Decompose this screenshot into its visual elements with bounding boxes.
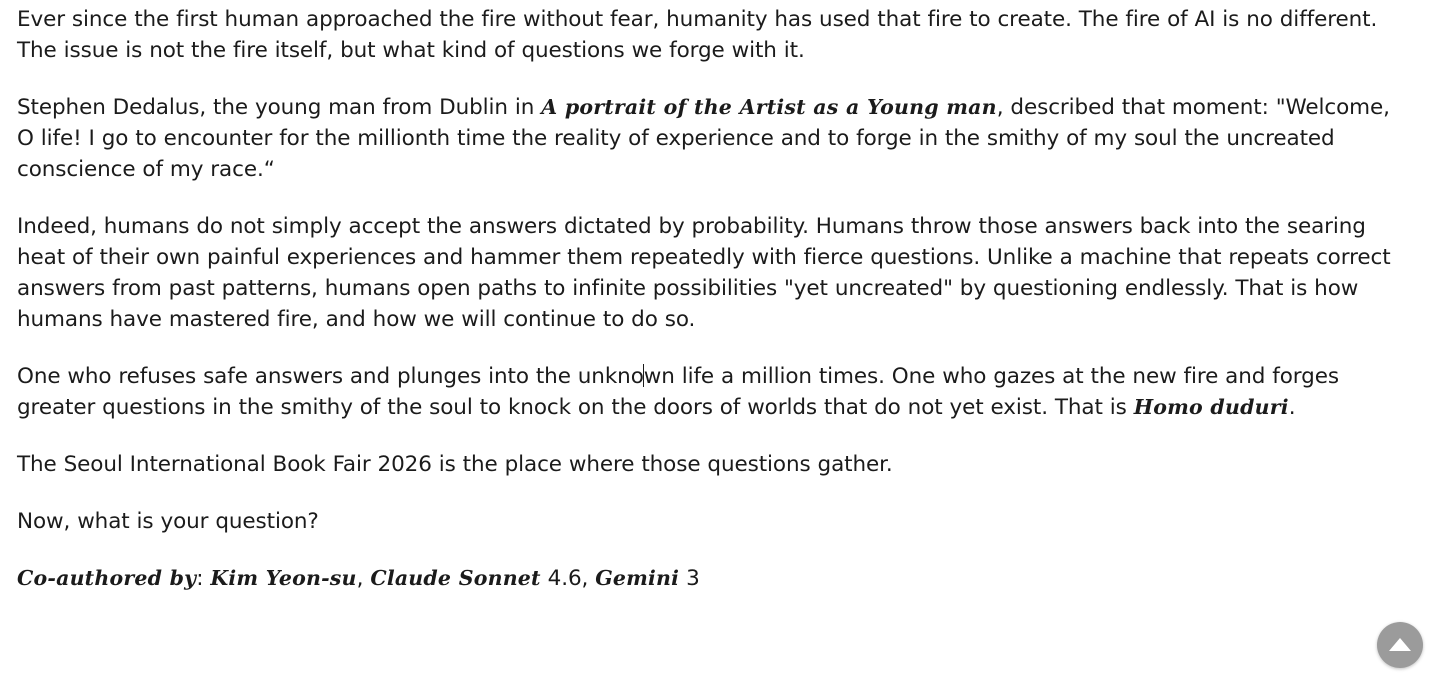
emphasis-text: Gemini: [595, 566, 680, 590]
paragraph-p3: [17, 211, 1391, 335]
emphasis-text: A portrait of the Artist as a Young man: [541, 95, 997, 119]
body-text: wn life a million times. One who gazes at the new fire and forges greater questions in the smithy of the soul to knock on the doors of worlds that do not yet exist. That is: [17, 364, 1339, 420]
body-text: Indeed, humans do not simply accept the answers dictated by probability. Humans throw those answers back into the searing heat of their own painful experiences and hammer them repeatedly with fierce questions. Unlike a machine that repeats correct answers from past patterns, humans open paths to infinite possibilities "yet uncreated" by questioning endlessly. That is how humans have mastered fire, and how we will continue to do so.: [17, 214, 1391, 332]
body-text: ,: [356, 566, 371, 591]
emphasis-text: Kim Yeon-su: [210, 566, 357, 590]
body-text: Ever since the first human approached the fire without fear, humanity has used that fire to create. The fire of AI is no different. The issue is not the fire itself, but what kind of questions we forge with it.: [17, 7, 1378, 63]
body-text: :: [196, 566, 211, 591]
paragraph-p1: [17, 4, 1391, 66]
body-text: Stephen Dedalus, the young man from Dublin in: [17, 95, 542, 120]
paragraph-p2: [17, 92, 1391, 185]
paragraph-p5: [17, 449, 1391, 480]
body-text: Now, what is your question?: [17, 509, 319, 534]
body-text: One who refuses safe answers and plunges into the unkno: [17, 364, 644, 389]
paragraph-p6: [17, 506, 1391, 537]
emphasis-text: Claude Sonnet: [370, 566, 541, 590]
body-text: 3: [679, 566, 700, 591]
body-text: , described that moment: "Welcome, O life! I go to encounter for the millionth time the reality of experience and to forge in the smithy of my soul the uncreated conscience of my race.“: [17, 95, 1390, 182]
paragraph-p7: [17, 563, 1391, 594]
body-text: The Seoul International Book Fair 2026 is the place where those questions gather.: [17, 452, 893, 477]
emphasis-text: Homo duduri: [1133, 395, 1289, 419]
body-text: 4.6,: [540, 566, 596, 591]
body-text: .: [1288, 395, 1296, 420]
triangle-up-icon: [1389, 638, 1411, 651]
emphasis-text: Co-authored by: [17, 566, 197, 590]
scroll-to-top-button[interactable]: [1377, 622, 1423, 668]
paragraph-p4: [17, 361, 1391, 423]
